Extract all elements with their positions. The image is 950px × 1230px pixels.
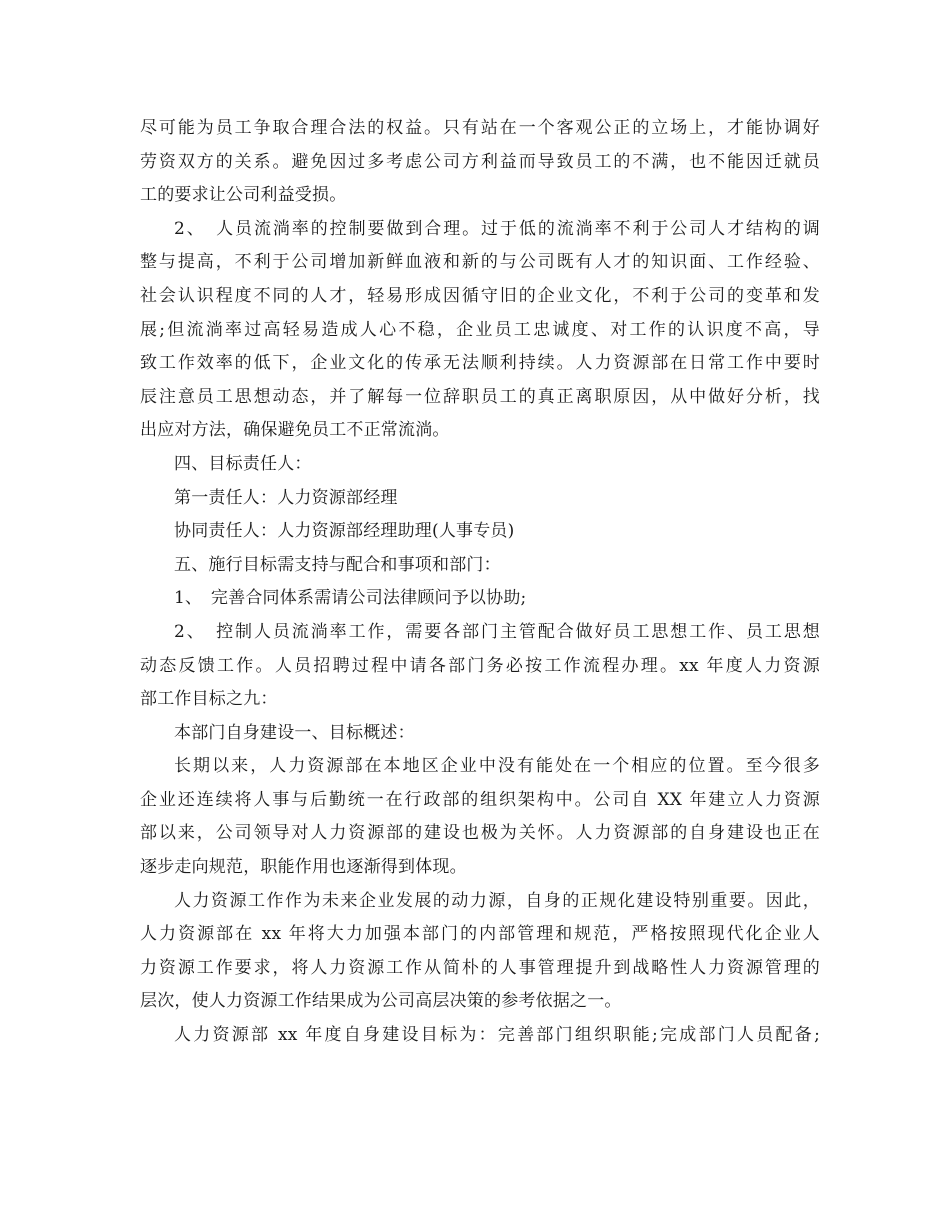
text-line: 逐步走向规范，职能作用也逐渐得到体现。 — [140, 857, 467, 878]
text-line: 整与提高，不利于公司增加新鲜血液和新的与公司既有人才的知识面、工作经验、 — [140, 252, 820, 273]
text-line: 企业还连续将人事与后勤统一在行政部的组织架构中。公司自 XX 年建立人力资源 — [140, 789, 820, 810]
text-line: 部以来，公司领导对人力资源部的建设也极为关怀。人力资源部的自身建设也正在 — [140, 823, 820, 844]
text-line: 长期以来，人力资源部在本地区企业中没有能处在一个相应的位置。至今很多 — [174, 756, 820, 777]
text-line: 协同责任人：人力资源部经理助理(人事专员) — [174, 521, 515, 542]
text-line: 工的要求让公司利益受损。 — [140, 185, 347, 206]
text-line: 尽可能为员工争取合理合法的权益。只有站在一个客观公正的立场上，才能协调好 — [140, 118, 820, 138]
text-line: 部工作目标之九： — [140, 689, 278, 710]
section-heading: 五、施行目标需支持与配合和事项和部门： — [174, 554, 501, 575]
text-line: 力资源工作要求，将人力资源工作从简朴的人事管理提升到战略性人力资源管理的 — [140, 957, 820, 978]
text-line: 2、 人员流淌率的控制要做到合理。过于低的流淌率不利于公司人才结构的调 — [174, 218, 820, 239]
text-line: 致工作效率的低下，企业文化的传承无法顺利持续。人力资源部在日常工作中要时 — [140, 353, 820, 374]
text-line: 人力资源工作作为未来企业发展的动力源，自身的正规化建设特别重要。因此， — [174, 890, 820, 911]
text-line: 社会认识程度不同的人才，轻易形成因循守旧的企业文化，不利于公司的变革和发 — [140, 285, 820, 306]
text-line: 第一责任人：人力资源部经理 — [174, 487, 398, 508]
text-line: 出应对方法，确保避免员工不正常流淌。 — [140, 420, 450, 441]
section-heading: 本部门自身建设一、目标概述： — [174, 722, 415, 743]
text-line: 展;但流淌率过高轻易造成人心不稳，企业员工忠诚度、对工作的认识度不高，导 — [140, 319, 820, 340]
text-line: 劳资双方的关系。避免因过多考虑公司方利益而导致员工的不满，也不能因迁就员 — [140, 151, 820, 172]
text-line: 人力资源部在 xx 年将大力加强本部门的内部管理和规范，严格按照现代化企业人 — [140, 924, 820, 945]
text-line: 动态反馈工作。人员招聘过程中请各部门务必按工作流程办理。xx 年度人力资源 — [140, 655, 820, 676]
text-line: 人力资源部 xx 年度自身建设目标为：完善部门组织职能;完成部门人员配备; — [174, 1025, 820, 1046]
text-line: 2、 控制人员流淌率工作，需要各部门主管配合做好员工思想工作、员工思想 — [174, 621, 820, 642]
section-heading: 四、目标责任人： — [174, 453, 312, 474]
text-line: 层次，使人力资源工作结果成为公司高层决策的参考依据之一。 — [140, 991, 622, 1012]
text-line: 辰注意员工思想动态，并了解每一位辞职员工的真正离职原因，从中做好分析，找 — [140, 386, 820, 407]
text-line: 1、 完善合同体系需请公司法律顾问予以协助; — [174, 588, 527, 609]
document-page — [140, 112, 820, 1053]
